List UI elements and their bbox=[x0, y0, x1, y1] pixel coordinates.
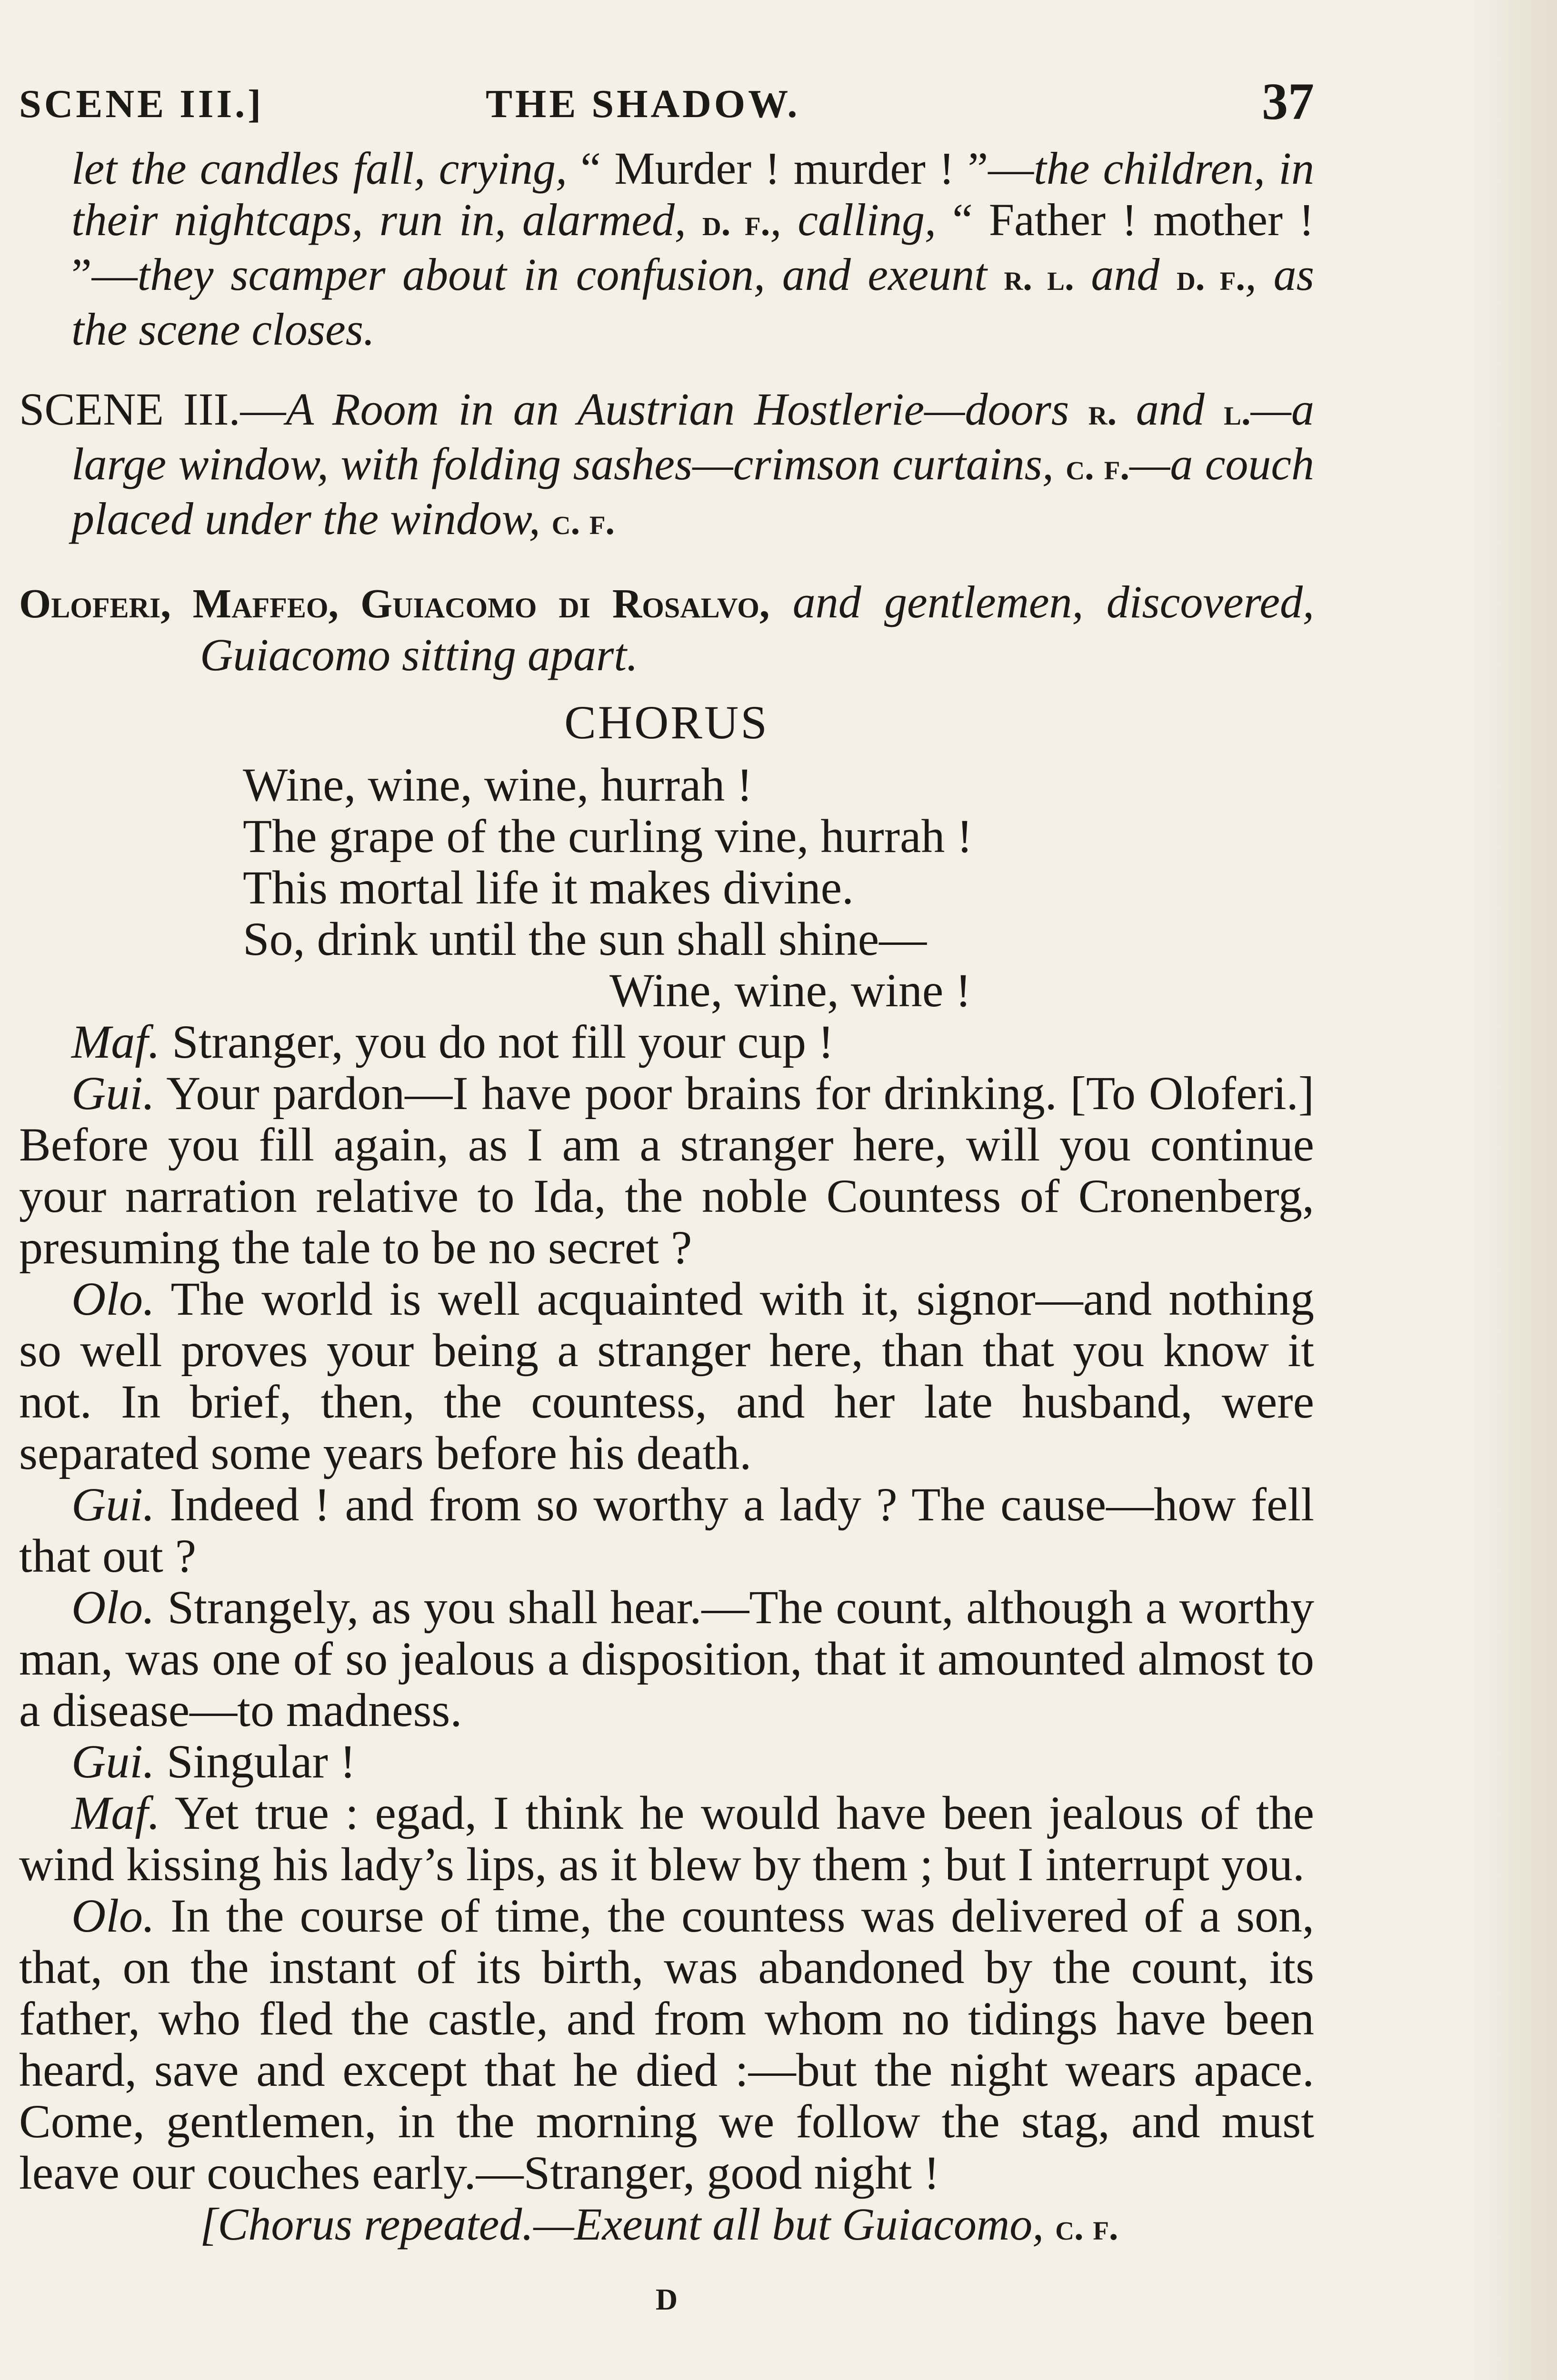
speaker: Maf. bbox=[71, 1786, 160, 1839]
speech-text: Stranger, you do not fill your cup ! bbox=[160, 1015, 834, 1068]
speech bbox=[19, 1016, 1314, 1068]
stage-text-5: and bbox=[1074, 249, 1177, 300]
facing-page-bleed bbox=[1467, 0, 1557, 2380]
stage-text-2: the children, in their nightcaps, run in, alarmed, bbox=[71, 143, 1314, 245]
speech bbox=[19, 1068, 1314, 1273]
header-title: THE SHADOW. bbox=[486, 82, 800, 126]
speaker: Olo. bbox=[71, 1581, 155, 1634]
speech-text: In the course of time, the countess was delivered of a son, that, on the instant of its birth, was abandoned by the count, its father, who fled the castle, and from whom no tidings have been heard, save and except that he died :—but the night wears apace. Come, gentlemen, in the morning we follow the stag, and must leave our couches early.—Stranger, good night ! bbox=[19, 1889, 1314, 2199]
speech bbox=[19, 1736, 1314, 1787]
verse-line: Wine, wine, wine, hurrah ! bbox=[243, 758, 753, 811]
signature-mark: D bbox=[655, 2282, 678, 2316]
scene-abbrev-1: r. bbox=[1088, 392, 1117, 433]
closing-abbrev: c. f. bbox=[1055, 2207, 1118, 2248]
character-names: Oloferi, Maffeo, Guiacomo di Rosalvo, bbox=[19, 581, 770, 626]
stage-quote-1: “ Murder ! murder ! ”— bbox=[567, 143, 1034, 194]
stage-abbrev-1: d. f. bbox=[702, 202, 770, 244]
dialogue bbox=[19, 1016, 1314, 2199]
chorus-verse bbox=[19, 759, 1314, 1016]
scene-abbrev-2: l. bbox=[1224, 392, 1251, 433]
opening-stage-direction bbox=[19, 143, 1314, 355]
closing-text: [Chorus repeated.—Exeunt all but Guiacomo, bbox=[200, 2199, 1056, 2250]
characters-direction: and gentlemen, discovered, Guiacomo sitting apart. bbox=[200, 576, 1315, 680]
scene-heading bbox=[19, 384, 1314, 548]
chorus-title: CHORUS bbox=[564, 696, 769, 749]
scene-text-4: —a couch placed under the window, bbox=[71, 438, 1315, 544]
scene-label: SCENE III.— bbox=[19, 384, 286, 435]
scene-abbrev-3: c. f. bbox=[1066, 446, 1130, 488]
speech bbox=[19, 1582, 1314, 1736]
characters-line bbox=[19, 576, 1314, 681]
scene-abbrev-4: c. f. bbox=[551, 501, 615, 543]
page-number: 37 bbox=[1262, 72, 1314, 130]
speaker: Gui. bbox=[71, 1067, 155, 1120]
speech-text: Your pardon—I have poor brains for drinking. [To Oloferi.] Before you fill again, as I am a stranger here, will you continue your narration relative to Ida, the noble Countess of Cronenberg, presuming the tale to be no secret ? bbox=[19, 1067, 1314, 1274]
stage-text-3: , calling, bbox=[770, 194, 953, 245]
stage-text-4: they scamper about in confusion, and exeunt bbox=[137, 249, 1004, 300]
speaker: Olo. bbox=[71, 1889, 155, 1942]
stage-quote-2: “ Father ! mother ! ”— bbox=[71, 194, 1315, 300]
speaker: Gui. bbox=[71, 1735, 155, 1788]
stage-text-6: , as the scene closes. bbox=[71, 249, 1315, 355]
verse-line: Wine, wine, wine ! bbox=[609, 964, 971, 1017]
verse-line: This mortal life it makes divine. bbox=[243, 861, 854, 914]
speech-text: Singular ! bbox=[155, 1735, 356, 1788]
speech bbox=[19, 1890, 1314, 2199]
verse-line: So, drink until the sun shall shine— bbox=[243, 912, 927, 965]
speaker: Gui. bbox=[71, 1478, 155, 1531]
speech bbox=[19, 1787, 1314, 1890]
verse-line: The grape of the curling vine, hurrah ! bbox=[243, 810, 973, 863]
speech-text: Strangely, as you shall hear.—The count, although a worthy man, was one of so jealous a disposition, that it amounted almost to a disease—to madness. bbox=[19, 1581, 1314, 1736]
running-header bbox=[19, 71, 1314, 143]
closing-stage-direction bbox=[19, 2199, 1314, 2253]
speaker: Olo. bbox=[71, 1272, 155, 1325]
scene-text-3: —a large window, with folding sashes—crimson curtains, bbox=[71, 384, 1315, 489]
speech-text: Yet true : egad, I think he would have been jealous of the wind kissing his lady’s lips, as it blew by them ; but I interrupt you. bbox=[19, 1786, 1314, 1891]
stage-abbrev-2: r. l. bbox=[1004, 257, 1074, 298]
book-page bbox=[19, 71, 1314, 2317]
header-scene: SCENE III.] bbox=[19, 82, 264, 126]
scene-text-1: A Room in an Austrian Hostlerie—doors bbox=[286, 384, 1088, 435]
speech bbox=[19, 1479, 1314, 1582]
speech-text: The world is well acquainted with it, signor—and nothing so well proves your being a stranger here, than that you know it not. In brief, then, the countess, and her late husband, were separated some years before his death. bbox=[19, 1272, 1314, 1479]
speech-text: Indeed ! and from so worthy a lady ? The cause—how fell that out ? bbox=[19, 1478, 1314, 1582]
speech bbox=[19, 1273, 1314, 1479]
scene-text-2: and bbox=[1117, 384, 1224, 435]
speaker: Maf. bbox=[71, 1015, 160, 1068]
stage-abbrev-3: d. f. bbox=[1176, 257, 1245, 298]
stage-text-1: let the candles fall, crying, bbox=[71, 143, 567, 194]
